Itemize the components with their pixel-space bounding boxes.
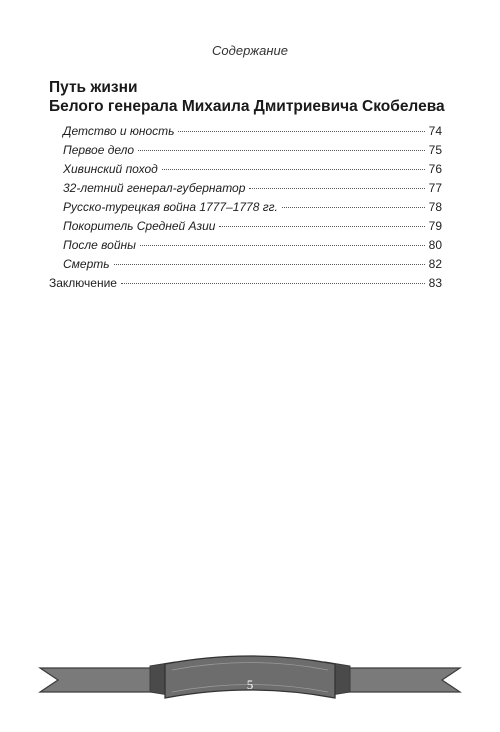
toc-entry-page: 77 [428,181,442,195]
section-title-line-1: Путь жизни [49,79,138,96]
toc-entry[interactable] [49,122,442,141]
toc-entry[interactable] [49,217,442,236]
toc-entry-page: 75 [428,143,442,157]
dot-leader [121,283,425,284]
toc-entry[interactable] [49,160,442,179]
dot-leader [282,207,425,208]
toc-entry-page: 79 [428,219,442,233]
toc-entry-label: Хивинский поход [63,162,158,176]
dot-leader [178,131,424,132]
toc-entry[interactable] [49,141,442,160]
dot-leader [162,169,425,170]
toc-entry[interactable] [49,236,442,255]
toc-entry-label: Заключение [49,276,117,290]
page-number: 5 [246,677,254,692]
toc-entry-label: 32-летний генерал-губернатор [63,181,246,195]
toc-entry-label: Детство и юность [63,124,175,138]
toc-entry-page: 82 [428,257,442,271]
section-title-line-2: Белого генерала Михаила Дмитриевича Скобелева [49,98,445,115]
toc-entry[interactable] [49,179,442,198]
toc-entry-page: 78 [428,200,442,214]
toc-entry-conclusion[interactable] [49,274,442,293]
toc-entry-page: 80 [428,238,442,252]
section-title [49,78,459,116]
toc-entry-label: После войны [63,238,136,252]
toc-entry-page: 74 [428,124,442,138]
toc-entry-page: 83 [428,276,442,290]
toc-entry[interactable] [49,198,442,217]
running-header: Содержание [212,43,288,58]
toc-entry-label: Смерть [63,257,110,271]
toc-entry-label: Первое дело [63,143,135,157]
dot-leader [114,264,425,265]
toc-entry[interactable] [49,255,442,274]
dot-leader [140,245,425,246]
table-of-contents [49,122,442,293]
dot-leader [249,188,424,189]
toc-entry-label: Русско-турецкая война 1777–1778 гг. [63,200,278,214]
toc-entry-label: Покоритель Средней Азии [63,219,216,233]
dot-leader [219,226,424,227]
toc-entry-page: 76 [428,162,442,176]
dot-leader [138,150,425,151]
